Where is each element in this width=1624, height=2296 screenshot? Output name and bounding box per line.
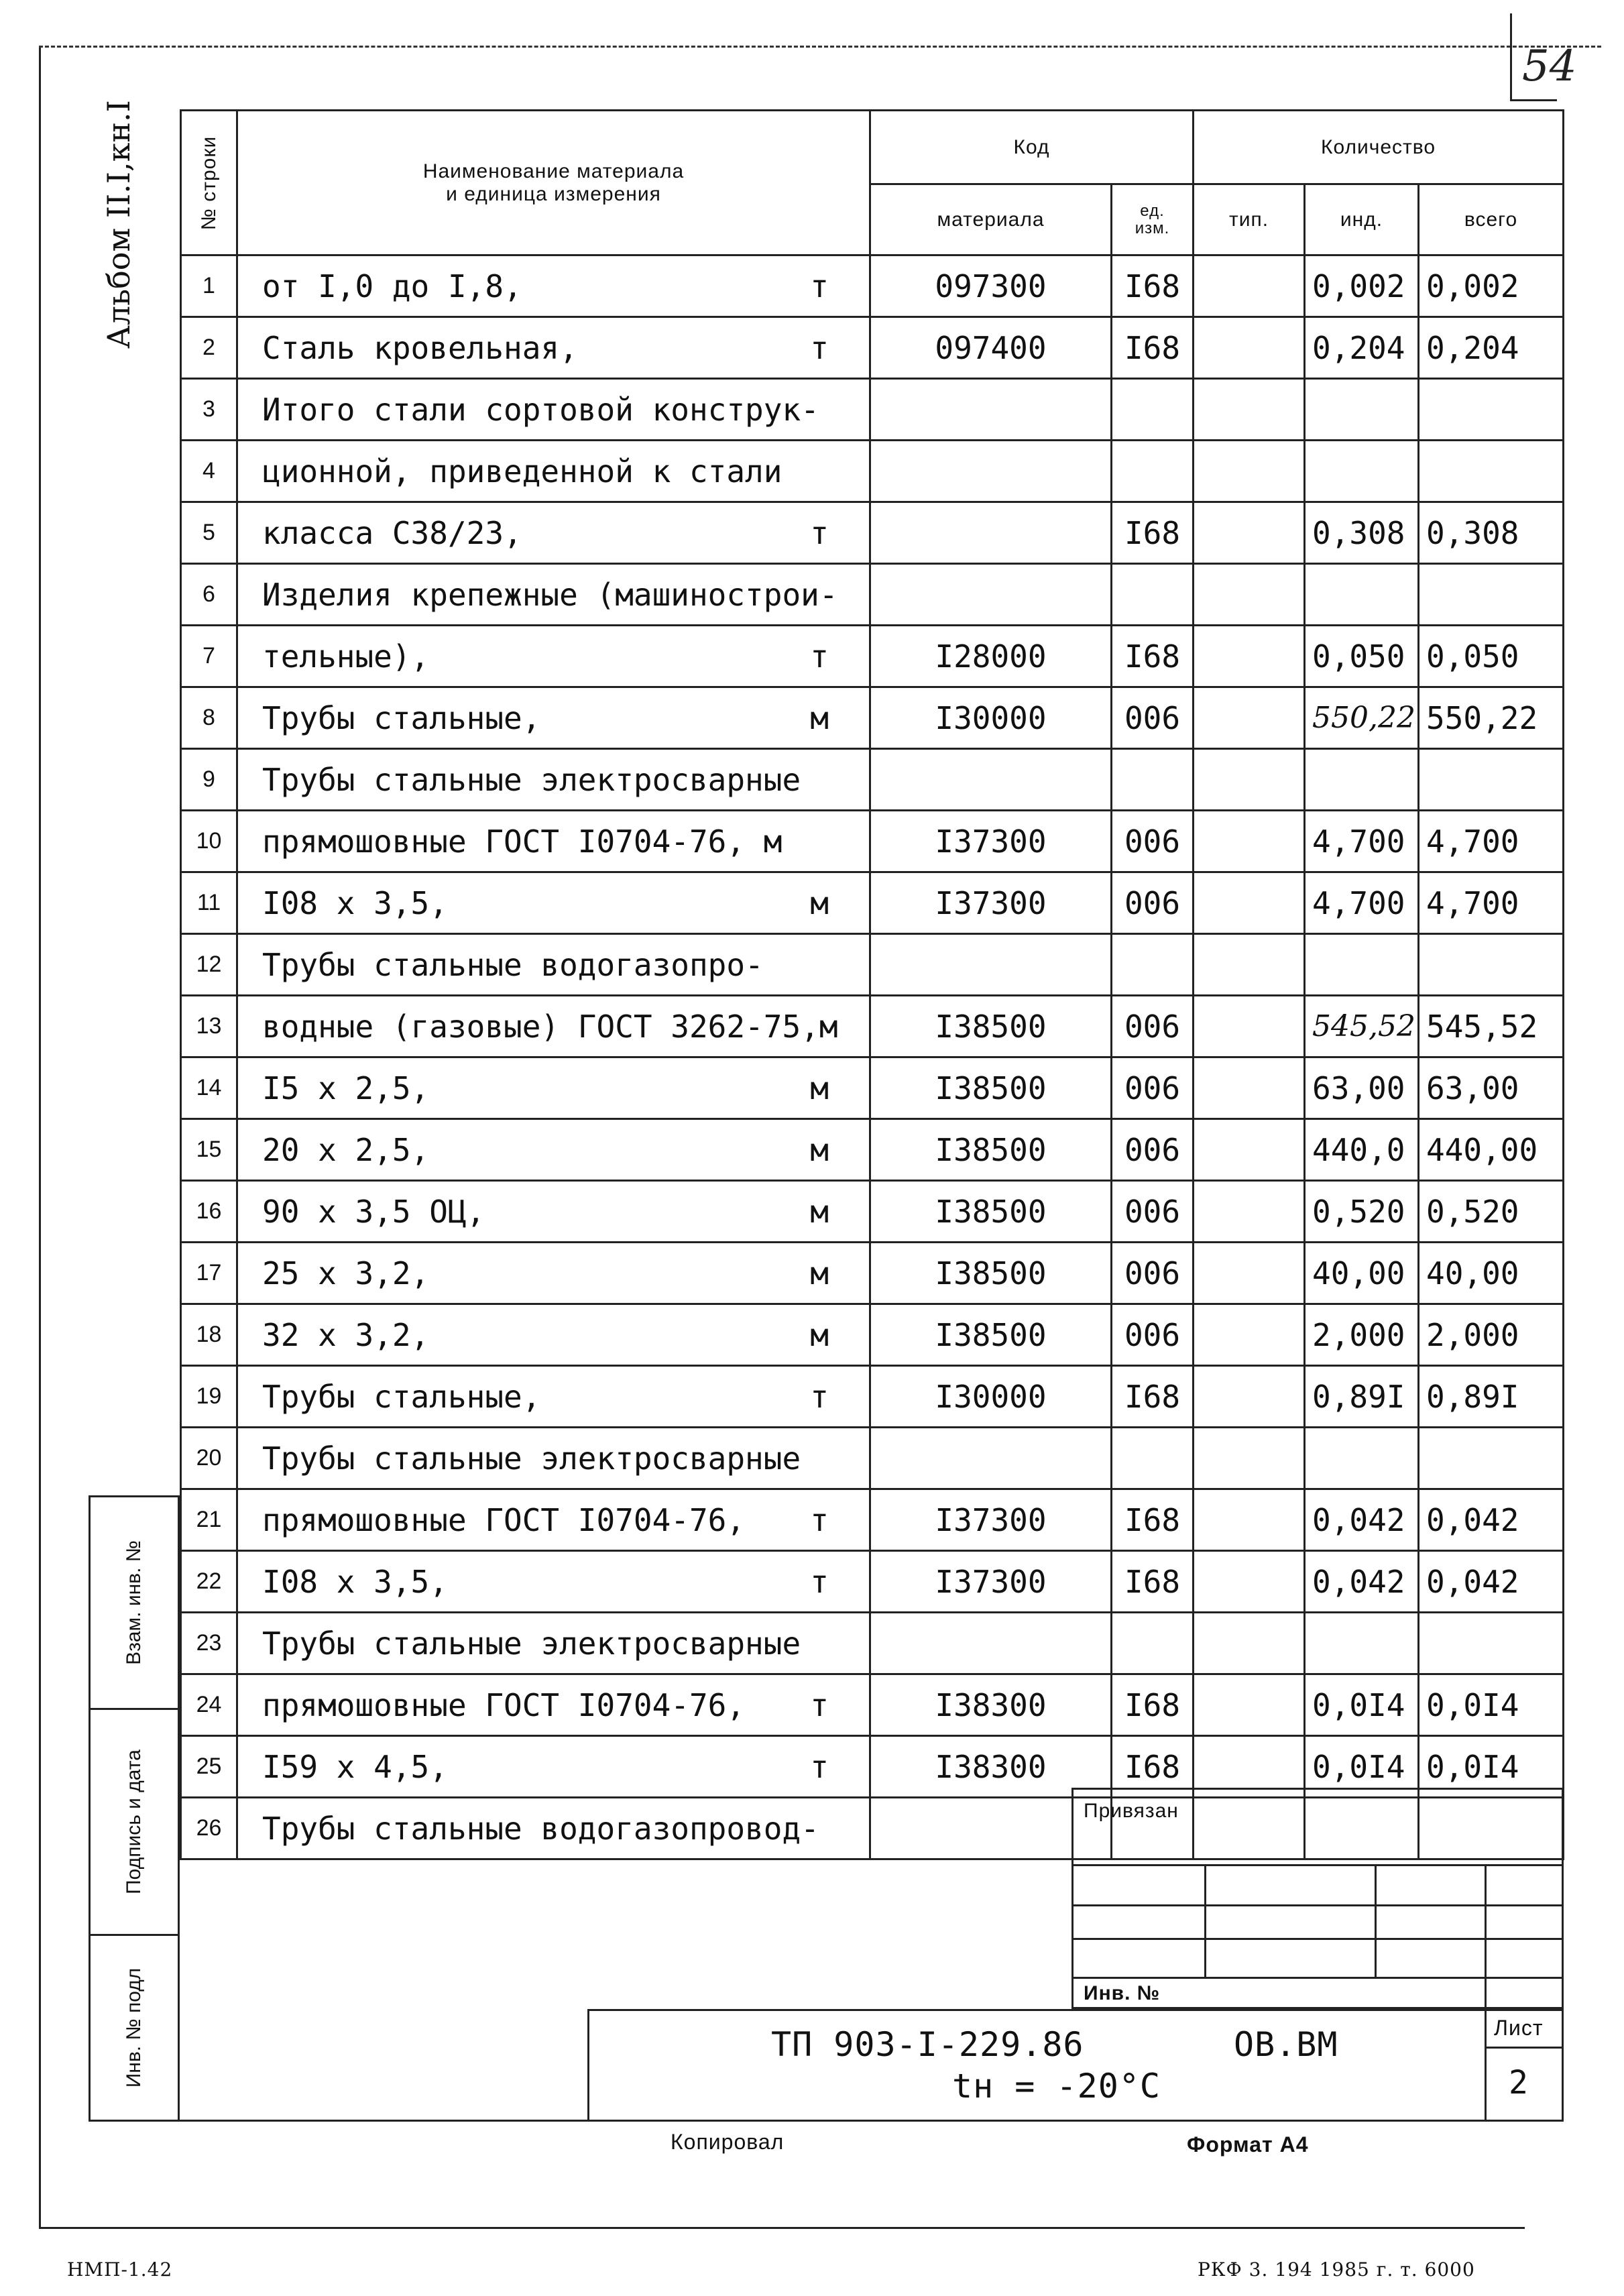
unit-code-cell: 006 bbox=[1112, 1119, 1194, 1181]
qty-type-cell bbox=[1194, 1551, 1305, 1613]
binding-label: Привязан bbox=[1084, 1800, 1179, 1822]
qty-ind-cell: 63,00 bbox=[1305, 1057, 1419, 1119]
title-divider bbox=[1485, 2009, 1487, 2122]
unit-code-cell: I68 bbox=[1112, 1489, 1194, 1551]
qty-total-cell: 440,00 bbox=[1419, 1119, 1564, 1181]
qty-type-cell bbox=[1194, 1243, 1305, 1304]
row-number-cell: 11 bbox=[181, 872, 237, 934]
qty-ind-cell: 4,700 bbox=[1305, 872, 1419, 934]
table-row bbox=[181, 379, 1564, 441]
material-name-cell: водные (газовые) ГОСТ 3262-75,м bbox=[237, 996, 870, 1057]
material-name-cell: I59 х 4,5, т bbox=[237, 1736, 870, 1798]
row-number-cell: 17 bbox=[181, 1243, 237, 1304]
row-number-cell: 15 bbox=[181, 1119, 237, 1181]
qty-ind-cell: 0,0I4 bbox=[1305, 1736, 1419, 1798]
row-number-cell: 20 bbox=[181, 1428, 237, 1489]
unit-code-cell: 006 bbox=[1112, 811, 1194, 872]
material-name-cell: ционной, приведенной к стали bbox=[237, 441, 870, 502]
table-row bbox=[181, 934, 1564, 996]
page-number: 54 bbox=[1522, 42, 1577, 91]
row-number-cell: 2 bbox=[181, 317, 237, 379]
qty-ind-cell: 440,0 bbox=[1305, 1119, 1419, 1181]
material-code-cell bbox=[870, 502, 1112, 564]
table-row bbox=[181, 1613, 1564, 1674]
table-row bbox=[181, 626, 1564, 687]
qty-type-cell bbox=[1194, 379, 1305, 441]
material-code-cell: I38300 bbox=[870, 1674, 1112, 1736]
unit-code-cell: I68 bbox=[1112, 626, 1194, 687]
table-row bbox=[181, 1674, 1564, 1736]
row-number-cell: 8 bbox=[181, 687, 237, 749]
qty-ind-cell: 550,22 bbox=[1305, 687, 1419, 749]
qty-total-cell bbox=[1419, 934, 1564, 996]
sheet-mark-line bbox=[1510, 13, 1512, 101]
row-number-cell: 18 bbox=[181, 1304, 237, 1366]
unit-label: т bbox=[810, 329, 829, 366]
qty-ind-cell bbox=[1305, 441, 1419, 502]
qty-type-cell bbox=[1194, 1489, 1305, 1551]
unit-code-cell: 006 bbox=[1112, 1304, 1194, 1366]
table-row bbox=[181, 1304, 1564, 1366]
row-number-cell: 14 bbox=[181, 1057, 237, 1119]
qty-total-cell: 4,700 bbox=[1419, 872, 1564, 934]
material-name-cell: Трубы стальные, м bbox=[237, 687, 870, 749]
qty-total-cell bbox=[1419, 379, 1564, 441]
side-label-podpis: Подпись и дата bbox=[123, 1749, 145, 1894]
material-name-cell: I08 х 3,5, м bbox=[237, 872, 870, 934]
unit-label: т bbox=[810, 514, 829, 551]
design-temperature: tн = -20°С bbox=[952, 2067, 1161, 2106]
material-name-cell: Сталь кровельная, т bbox=[237, 317, 870, 379]
row-number-cell: 7 bbox=[181, 626, 237, 687]
qty-type-cell bbox=[1194, 1304, 1305, 1366]
binding-row-line bbox=[1071, 1977, 1564, 1979]
material-name-cell: Трубы стальные водогазопро- bbox=[237, 934, 870, 996]
material-code-cell: I38500 bbox=[870, 1119, 1112, 1181]
table-row bbox=[181, 1119, 1564, 1181]
material-code-cell: 097300 bbox=[870, 255, 1112, 317]
unit-code-cell: I68 bbox=[1112, 255, 1194, 317]
material-code-cell: I37300 bbox=[870, 872, 1112, 934]
format-label: Формат А4 bbox=[1187, 2132, 1309, 2157]
unit-code-cell: 006 bbox=[1112, 1243, 1194, 1304]
qty-ind-header: инд. bbox=[1305, 184, 1419, 255]
material-name-cell: Трубы стальные электросварные bbox=[237, 1428, 870, 1489]
sheet-label: Лист bbox=[1494, 2016, 1544, 2040]
unit-label: м bbox=[810, 1070, 829, 1106]
material-name-cell: 20 х 2,5, м bbox=[237, 1119, 870, 1181]
qty-total-cell: 0,050 bbox=[1419, 626, 1564, 687]
unit-code-cell: 006 bbox=[1112, 872, 1194, 934]
row-number-cell: 1 bbox=[181, 255, 237, 317]
table-row bbox=[181, 1489, 1564, 1551]
row-number-cell: 25 bbox=[181, 1736, 237, 1798]
qty-type-cell bbox=[1194, 872, 1305, 934]
inv-label: Инв. № bbox=[1084, 1982, 1161, 2004]
qty-total-cell: 40,00 bbox=[1419, 1243, 1564, 1304]
material-code-cell: I37300 bbox=[870, 1489, 1112, 1551]
code-material-header: материала bbox=[870, 184, 1112, 255]
qty-total-cell: 0,042 bbox=[1419, 1551, 1564, 1613]
qty-type-cell bbox=[1194, 1674, 1305, 1736]
material-name-cell: от I,0 до I,8, т bbox=[237, 255, 870, 317]
material-name-cell: Итого стали сортовой конструк- bbox=[237, 379, 870, 441]
qty-type-cell bbox=[1194, 687, 1305, 749]
unit-label: т bbox=[810, 1748, 829, 1785]
title-divider bbox=[1485, 2047, 1564, 2049]
qty-ind-cell: 0,0I4 bbox=[1305, 1674, 1419, 1736]
unit-label: м bbox=[810, 1255, 829, 1292]
qty-ind-cell: 4,700 bbox=[1305, 811, 1419, 872]
unit-label: м bbox=[810, 1316, 829, 1353]
material-code-cell: 097400 bbox=[870, 317, 1112, 379]
qty-ind-cell: 2,000 bbox=[1305, 1304, 1419, 1366]
side-box-vzam bbox=[89, 1495, 180, 1710]
qty-total-cell: 4,700 bbox=[1419, 811, 1564, 872]
unit-label: м bbox=[810, 699, 829, 736]
unit-code-cell: I68 bbox=[1112, 1366, 1194, 1428]
material-name-cell: прямошовные ГОСТ I0704-76, м bbox=[237, 811, 870, 872]
unit-label: м bbox=[810, 884, 829, 921]
unit-label: т bbox=[810, 1378, 829, 1415]
material-code-cell: I38500 bbox=[870, 1243, 1112, 1304]
footer-left: НМП-1.42 bbox=[67, 2258, 173, 2281]
binding-row-line bbox=[1071, 1864, 1564, 1866]
row-number-cell: 5 bbox=[181, 502, 237, 564]
qty-type-cell bbox=[1194, 811, 1305, 872]
unit-code-cell: I68 bbox=[1112, 1736, 1194, 1798]
qty-total-cell bbox=[1419, 1428, 1564, 1489]
qty-total-cell: 0,042 bbox=[1419, 1489, 1564, 1551]
qty-total-cell: 0,0I4 bbox=[1419, 1736, 1564, 1798]
album-label: Альбом II.I,кн.I bbox=[101, 100, 137, 349]
table-row bbox=[181, 872, 1564, 934]
unit-label: м bbox=[810, 1193, 829, 1230]
table-row bbox=[181, 1551, 1564, 1613]
sheet-number: 2 bbox=[1509, 2064, 1529, 2102]
sheet-mark-line bbox=[1510, 99, 1557, 101]
material-name-cell: тельные), т bbox=[237, 626, 870, 687]
material-name-cell: 32 х 3,2, м bbox=[237, 1304, 870, 1366]
quantity-header: Количество bbox=[1194, 111, 1564, 184]
material-name-cell: Трубы стальные электросварные bbox=[237, 749, 870, 811]
material-code-cell: I38300 bbox=[870, 1736, 1112, 1798]
qty-ind-cell: 545,52 bbox=[1305, 996, 1419, 1057]
side-divider bbox=[178, 1788, 180, 2122]
table-row bbox=[181, 1057, 1564, 1119]
unit-label: т bbox=[810, 638, 829, 675]
row-number-cell: 9 bbox=[181, 749, 237, 811]
row-number-cell: 16 bbox=[181, 1181, 237, 1243]
unit-code-cell bbox=[1112, 749, 1194, 811]
binding-col-line bbox=[1204, 1864, 1206, 1977]
binding-col-line bbox=[1485, 1864, 1487, 2009]
unit-code-cell bbox=[1112, 441, 1194, 502]
unit-code-cell bbox=[1112, 564, 1194, 626]
row-number-header: № строки bbox=[181, 111, 237, 255]
qty-ind-cell bbox=[1305, 749, 1419, 811]
row-number-cell: 23 bbox=[181, 1613, 237, 1674]
qty-type-cell bbox=[1194, 441, 1305, 502]
material-code-cell: I38500 bbox=[870, 1181, 1112, 1243]
row-number-cell: 19 bbox=[181, 1366, 237, 1428]
qty-total-cell: 0,002 bbox=[1419, 255, 1564, 317]
row-number-cell: 4 bbox=[181, 441, 237, 502]
qty-total-cell: 0,0I4 bbox=[1419, 1674, 1564, 1736]
unit-code-cell: I68 bbox=[1112, 502, 1194, 564]
unit-code-cell: I68 bbox=[1112, 317, 1194, 379]
binding-row-line bbox=[1071, 1938, 1564, 1940]
footer-right: РКФ 3. 194 1985 г. т. 6000 bbox=[1198, 2258, 1475, 2281]
material-name-cell: Трубы стальные водогазопровод- bbox=[237, 1798, 870, 1859]
unit-code-cell bbox=[1112, 379, 1194, 441]
qty-total-cell bbox=[1419, 1613, 1564, 1674]
materials-table bbox=[180, 109, 1564, 1860]
table-row bbox=[181, 1181, 1564, 1243]
qty-type-cell bbox=[1194, 1428, 1305, 1489]
row-number-cell: 26 bbox=[181, 1798, 237, 1859]
top-border bbox=[39, 46, 1601, 48]
material-code-cell: I30000 bbox=[870, 687, 1112, 749]
table-row bbox=[181, 441, 1564, 502]
row-number-cell: 12 bbox=[181, 934, 237, 996]
qty-ind-cell bbox=[1305, 1428, 1419, 1489]
unit-label: м bbox=[810, 1131, 829, 1168]
binding-col-line bbox=[1375, 1864, 1377, 1977]
qty-total-cell: 545,52 bbox=[1419, 996, 1564, 1057]
unit-code-cell: 006 bbox=[1112, 687, 1194, 749]
qty-ind-cell bbox=[1305, 1613, 1419, 1674]
document-suffix: ОВ.ВМ bbox=[1234, 2025, 1338, 2064]
material-name-cell: прямошовные ГОСТ I0704-76, т bbox=[237, 1489, 870, 1551]
material-code-cell: I30000 bbox=[870, 1366, 1112, 1428]
table-row bbox=[181, 811, 1564, 872]
qty-ind-cell: 0,308 bbox=[1305, 502, 1419, 564]
side-box-inv bbox=[89, 1934, 180, 2122]
qty-ind-cell: 0,042 bbox=[1305, 1551, 1419, 1613]
qty-ind-cell bbox=[1305, 379, 1419, 441]
side-label-inv: Инв. № подл bbox=[123, 1967, 145, 2088]
material-code-cell: I28000 bbox=[870, 626, 1112, 687]
qty-type-cell bbox=[1194, 996, 1305, 1057]
material-code-cell: I38500 bbox=[870, 1304, 1112, 1366]
material-code-cell: I38500 bbox=[870, 1057, 1112, 1119]
row-number-cell: 22 bbox=[181, 1551, 237, 1613]
qty-type-cell bbox=[1194, 255, 1305, 317]
table-row bbox=[181, 687, 1564, 749]
material-code-cell bbox=[870, 564, 1112, 626]
qty-total-cell: 0,204 bbox=[1419, 317, 1564, 379]
table-row bbox=[181, 564, 1564, 626]
table-row bbox=[181, 1428, 1564, 1489]
code-unit-header: ед. изм. bbox=[1112, 184, 1194, 255]
row-number-cell: 6 bbox=[181, 564, 237, 626]
table-row bbox=[181, 996, 1564, 1057]
qty-ind-cell: 0,002 bbox=[1305, 255, 1419, 317]
qty-type-cell bbox=[1194, 934, 1305, 996]
qty-type-cell bbox=[1194, 749, 1305, 811]
qty-total-cell: 0,520 bbox=[1419, 1181, 1564, 1243]
copied-label: Копировал bbox=[671, 2130, 785, 2154]
table-row bbox=[181, 749, 1564, 811]
qty-total-cell: 0,308 bbox=[1419, 502, 1564, 564]
qty-total-header: всего bbox=[1419, 184, 1564, 255]
name-header: Наименование материала и единица измерения bbox=[237, 111, 870, 255]
qty-total-cell: 63,00 bbox=[1419, 1057, 1564, 1119]
material-name-cell: I5 х 2,5, м bbox=[237, 1057, 870, 1119]
qty-type-cell bbox=[1194, 564, 1305, 626]
side-box-podpis bbox=[89, 1708, 180, 1936]
qty-ind-cell bbox=[1305, 564, 1419, 626]
material-name-cell: Трубы стальные электросварные bbox=[237, 1613, 870, 1674]
qty-type-cell bbox=[1194, 1613, 1305, 1674]
qty-type-cell bbox=[1194, 1057, 1305, 1119]
qty-total-cell: 2,000 bbox=[1419, 1304, 1564, 1366]
material-code-cell bbox=[870, 1613, 1112, 1674]
unit-label: т bbox=[810, 1501, 829, 1538]
table-row bbox=[181, 1366, 1564, 1428]
material-name-cell: Трубы стальные, т bbox=[237, 1366, 870, 1428]
material-code-cell: I38500 bbox=[870, 996, 1112, 1057]
unit-code-cell: I68 bbox=[1112, 1674, 1194, 1736]
row-number-cell: 10 bbox=[181, 811, 237, 872]
material-name-cell: Изделия крепежные (машинострои- bbox=[237, 564, 870, 626]
unit-code-cell: 006 bbox=[1112, 996, 1194, 1057]
qty-ind-cell: 0,042 bbox=[1305, 1489, 1419, 1551]
qty-total-cell bbox=[1419, 564, 1564, 626]
material-name-cell: 90 х 3,5 ОЦ, м bbox=[237, 1181, 870, 1243]
qty-type-cell bbox=[1194, 317, 1305, 379]
unit-code-cell: I68 bbox=[1112, 1551, 1194, 1613]
table-row bbox=[181, 255, 1564, 317]
qty-type-cell bbox=[1194, 1119, 1305, 1181]
qty-type-header: тип. bbox=[1194, 184, 1305, 255]
unit-label: т bbox=[810, 1563, 829, 1600]
qty-total-cell: 550,22 bbox=[1419, 687, 1564, 749]
qty-total-cell bbox=[1419, 441, 1564, 502]
material-name-cell: класса С38/23, т bbox=[237, 502, 870, 564]
qty-total-cell: 0,89I bbox=[1419, 1366, 1564, 1428]
side-label-vzam: Взам. инв. № bbox=[123, 1540, 145, 1665]
qty-type-cell bbox=[1194, 1181, 1305, 1243]
binding-row-line bbox=[1071, 1904, 1564, 1906]
qty-ind-cell: 0,89I bbox=[1305, 1366, 1419, 1428]
qty-ind-cell bbox=[1305, 934, 1419, 996]
material-code-cell: I37300 bbox=[870, 1551, 1112, 1613]
table-row bbox=[181, 502, 1564, 564]
qty-type-cell bbox=[1194, 1366, 1305, 1428]
material-name-cell: прямошовные ГОСТ I0704-76, т bbox=[237, 1674, 870, 1736]
table-row bbox=[181, 317, 1564, 379]
qty-ind-cell: 0,520 bbox=[1305, 1181, 1419, 1243]
material-code-cell bbox=[870, 934, 1112, 996]
material-name-cell: 25 х 3,2, м bbox=[237, 1243, 870, 1304]
row-number-cell: 24 bbox=[181, 1674, 237, 1736]
qty-ind-cell: 0,050 bbox=[1305, 626, 1419, 687]
unit-label: т bbox=[810, 1686, 829, 1723]
unit-code-cell: 006 bbox=[1112, 1057, 1194, 1119]
unit-label: т bbox=[810, 268, 829, 304]
unit-code-cell: 006 bbox=[1112, 1181, 1194, 1243]
material-code-cell: I37300 bbox=[870, 811, 1112, 872]
row-number-cell: 13 bbox=[181, 996, 237, 1057]
unit-code-cell bbox=[1112, 1428, 1194, 1489]
qty-total-cell bbox=[1419, 749, 1564, 811]
material-code-cell bbox=[870, 379, 1112, 441]
table-row bbox=[181, 1243, 1564, 1304]
material-code-cell bbox=[870, 749, 1112, 811]
unit-code-cell bbox=[1112, 934, 1194, 996]
document-code: ТП 903-I-229.86 bbox=[771, 2025, 1084, 2064]
row-number-cell: 21 bbox=[181, 1489, 237, 1551]
row-number-cell: 3 bbox=[181, 379, 237, 441]
material-code-cell bbox=[870, 1428, 1112, 1489]
qty-type-cell bbox=[1194, 626, 1305, 687]
qty-type-cell bbox=[1194, 502, 1305, 564]
material-name-cell: I08 х 3,5, т bbox=[237, 1551, 870, 1613]
qty-ind-cell: 40,00 bbox=[1305, 1243, 1419, 1304]
code-header: Код bbox=[870, 111, 1194, 184]
material-code-cell bbox=[870, 441, 1112, 502]
unit-code-cell bbox=[1112, 1613, 1194, 1674]
qty-ind-cell: 0,204 bbox=[1305, 317, 1419, 379]
